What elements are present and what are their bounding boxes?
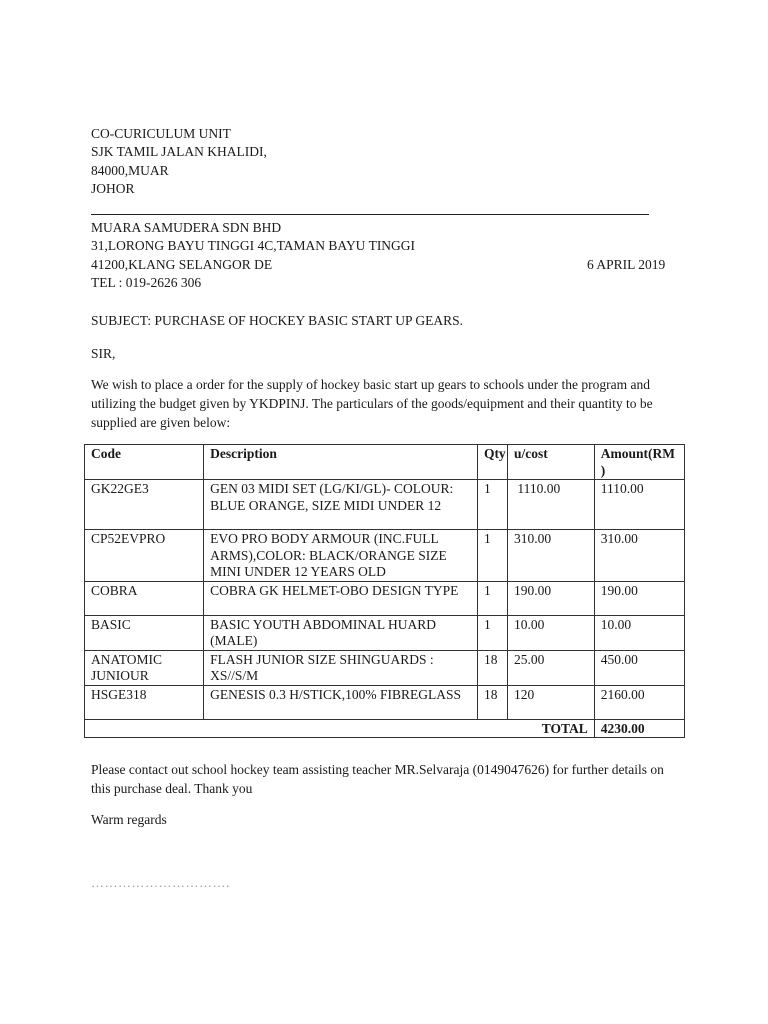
cell-qty: 1 <box>477 615 507 650</box>
cell-amount: 190.00 <box>594 581 684 615</box>
cell-description: EVO PRO BODY ARMOUR (INC.FULL ARMS),COLOR: BLACK/ORANGE SIZE MINI UNDER 12 YEARS OLD <box>204 530 478 582</box>
cell-description: GENESIS 0.3 H/STICK,100% FIBREGLASS <box>204 685 478 719</box>
recipient-line-1: MUARA SAMUDERA SDN BHD <box>91 220 282 235</box>
cell-ucost: 190.00 <box>507 581 594 615</box>
cell-ucost: 120 <box>507 685 594 719</box>
header-description: Description <box>204 445 478 480</box>
letter-date: 6 APRIL 2019 <box>587 257 666 272</box>
subject-line: SUBJECT: PURCHASE OF HOCKEY BASIC START UP GEARS. <box>91 313 464 328</box>
sender-line-3: 84000,MUAR <box>91 163 169 178</box>
total-value: 4230.00 <box>594 719 684 738</box>
regards-text: Warm regards <box>91 812 167 827</box>
recipient-line-4: TEL : 019-2626 306 <box>91 275 202 290</box>
cell-description: COBRA GK HELMET-OBO DESIGN TYPE <box>204 581 478 615</box>
closing-paragraph: Please contact out school hockey team assisting teacher MR.Selvaraja (0149047626) for further details on this purchase deal. Thank you <box>91 762 664 796</box>
cell-description: FLASH JUNIOR SIZE SHINGUARDS : XS//S/M <box>204 650 478 685</box>
recipient-line-2: 31,LORONG BAYU TINGGI 4C,TAMAN BAYU TINGGI <box>91 238 416 253</box>
cell-qty: 1 <box>477 480 507 530</box>
cell-code: CP52EVPRO <box>85 530 204 582</box>
header-code: Code <box>85 445 204 480</box>
cell-description: BASIC YOUTH ABDOMINAL HUARD (MALE) <box>204 615 478 650</box>
total-label: TOTAL <box>85 719 595 738</box>
sender-line-4: JOHOR <box>91 181 135 196</box>
cell-code: BASIC <box>85 615 204 650</box>
cell-code: ANATOMIC JUNIOUR <box>85 650 204 685</box>
cell-code: GK22GE3 <box>85 480 204 530</box>
cell-ucost: 310.00 <box>507 530 594 582</box>
table-row <box>85 615 685 650</box>
cell-amount: 450.00 <box>594 650 684 685</box>
cell-qty: 18 <box>477 685 507 719</box>
signature-line: …………………………. <box>91 875 230 890</box>
cell-amount: 1110.00 <box>594 480 684 530</box>
cell-code: HSGE318 <box>85 685 204 719</box>
table-row <box>85 650 685 685</box>
cell-amount: 310.00 <box>594 530 684 582</box>
salutation: SIR, <box>91 346 116 361</box>
cell-code: COBRA <box>85 581 204 615</box>
intro-paragraph: We wish to place a order for the supply of hockey basic start up gears to schools under the program and utilizing the budget given by YKDPINJ. The particulars of the goods/equipment and their quantity to be supplied are given below: <box>91 377 653 430</box>
table-row <box>85 685 685 719</box>
total-row <box>85 719 685 738</box>
separator-rule <box>91 214 649 215</box>
sender-line-2: SJK TAMIL JALAN KHALIDI, <box>91 144 267 159</box>
table-row <box>85 581 685 615</box>
cell-ucost: 25.00 <box>507 650 594 685</box>
recipient-line-3: 41200,KLANG SELANGOR DE <box>91 257 273 272</box>
table-header-row <box>85 445 685 480</box>
cell-description: GEN 03 MIDI SET (LG/KI/GL)- COLOUR: BLUE ORANGE, SIZE MIDI UNDER 12 <box>204 480 478 530</box>
cell-ucost: 10.00 <box>507 615 594 650</box>
cell-amount: 2160.00 <box>594 685 684 719</box>
cell-ucost: 1110.00 <box>507 480 594 530</box>
cell-qty: 1 <box>477 581 507 615</box>
header-qty: Qty <box>477 445 507 480</box>
cell-amount: 10.00 <box>594 615 684 650</box>
header-amount: Amount(RM ) <box>594 445 684 480</box>
order-table <box>84 444 685 738</box>
header-ucost: u/cost <box>507 445 594 480</box>
sender-line-1: CO-CURICULUM UNIT <box>91 126 231 141</box>
table-row <box>85 530 685 582</box>
table-row <box>85 480 685 530</box>
cell-qty: 18 <box>477 650 507 685</box>
cell-qty: 1 <box>477 530 507 582</box>
